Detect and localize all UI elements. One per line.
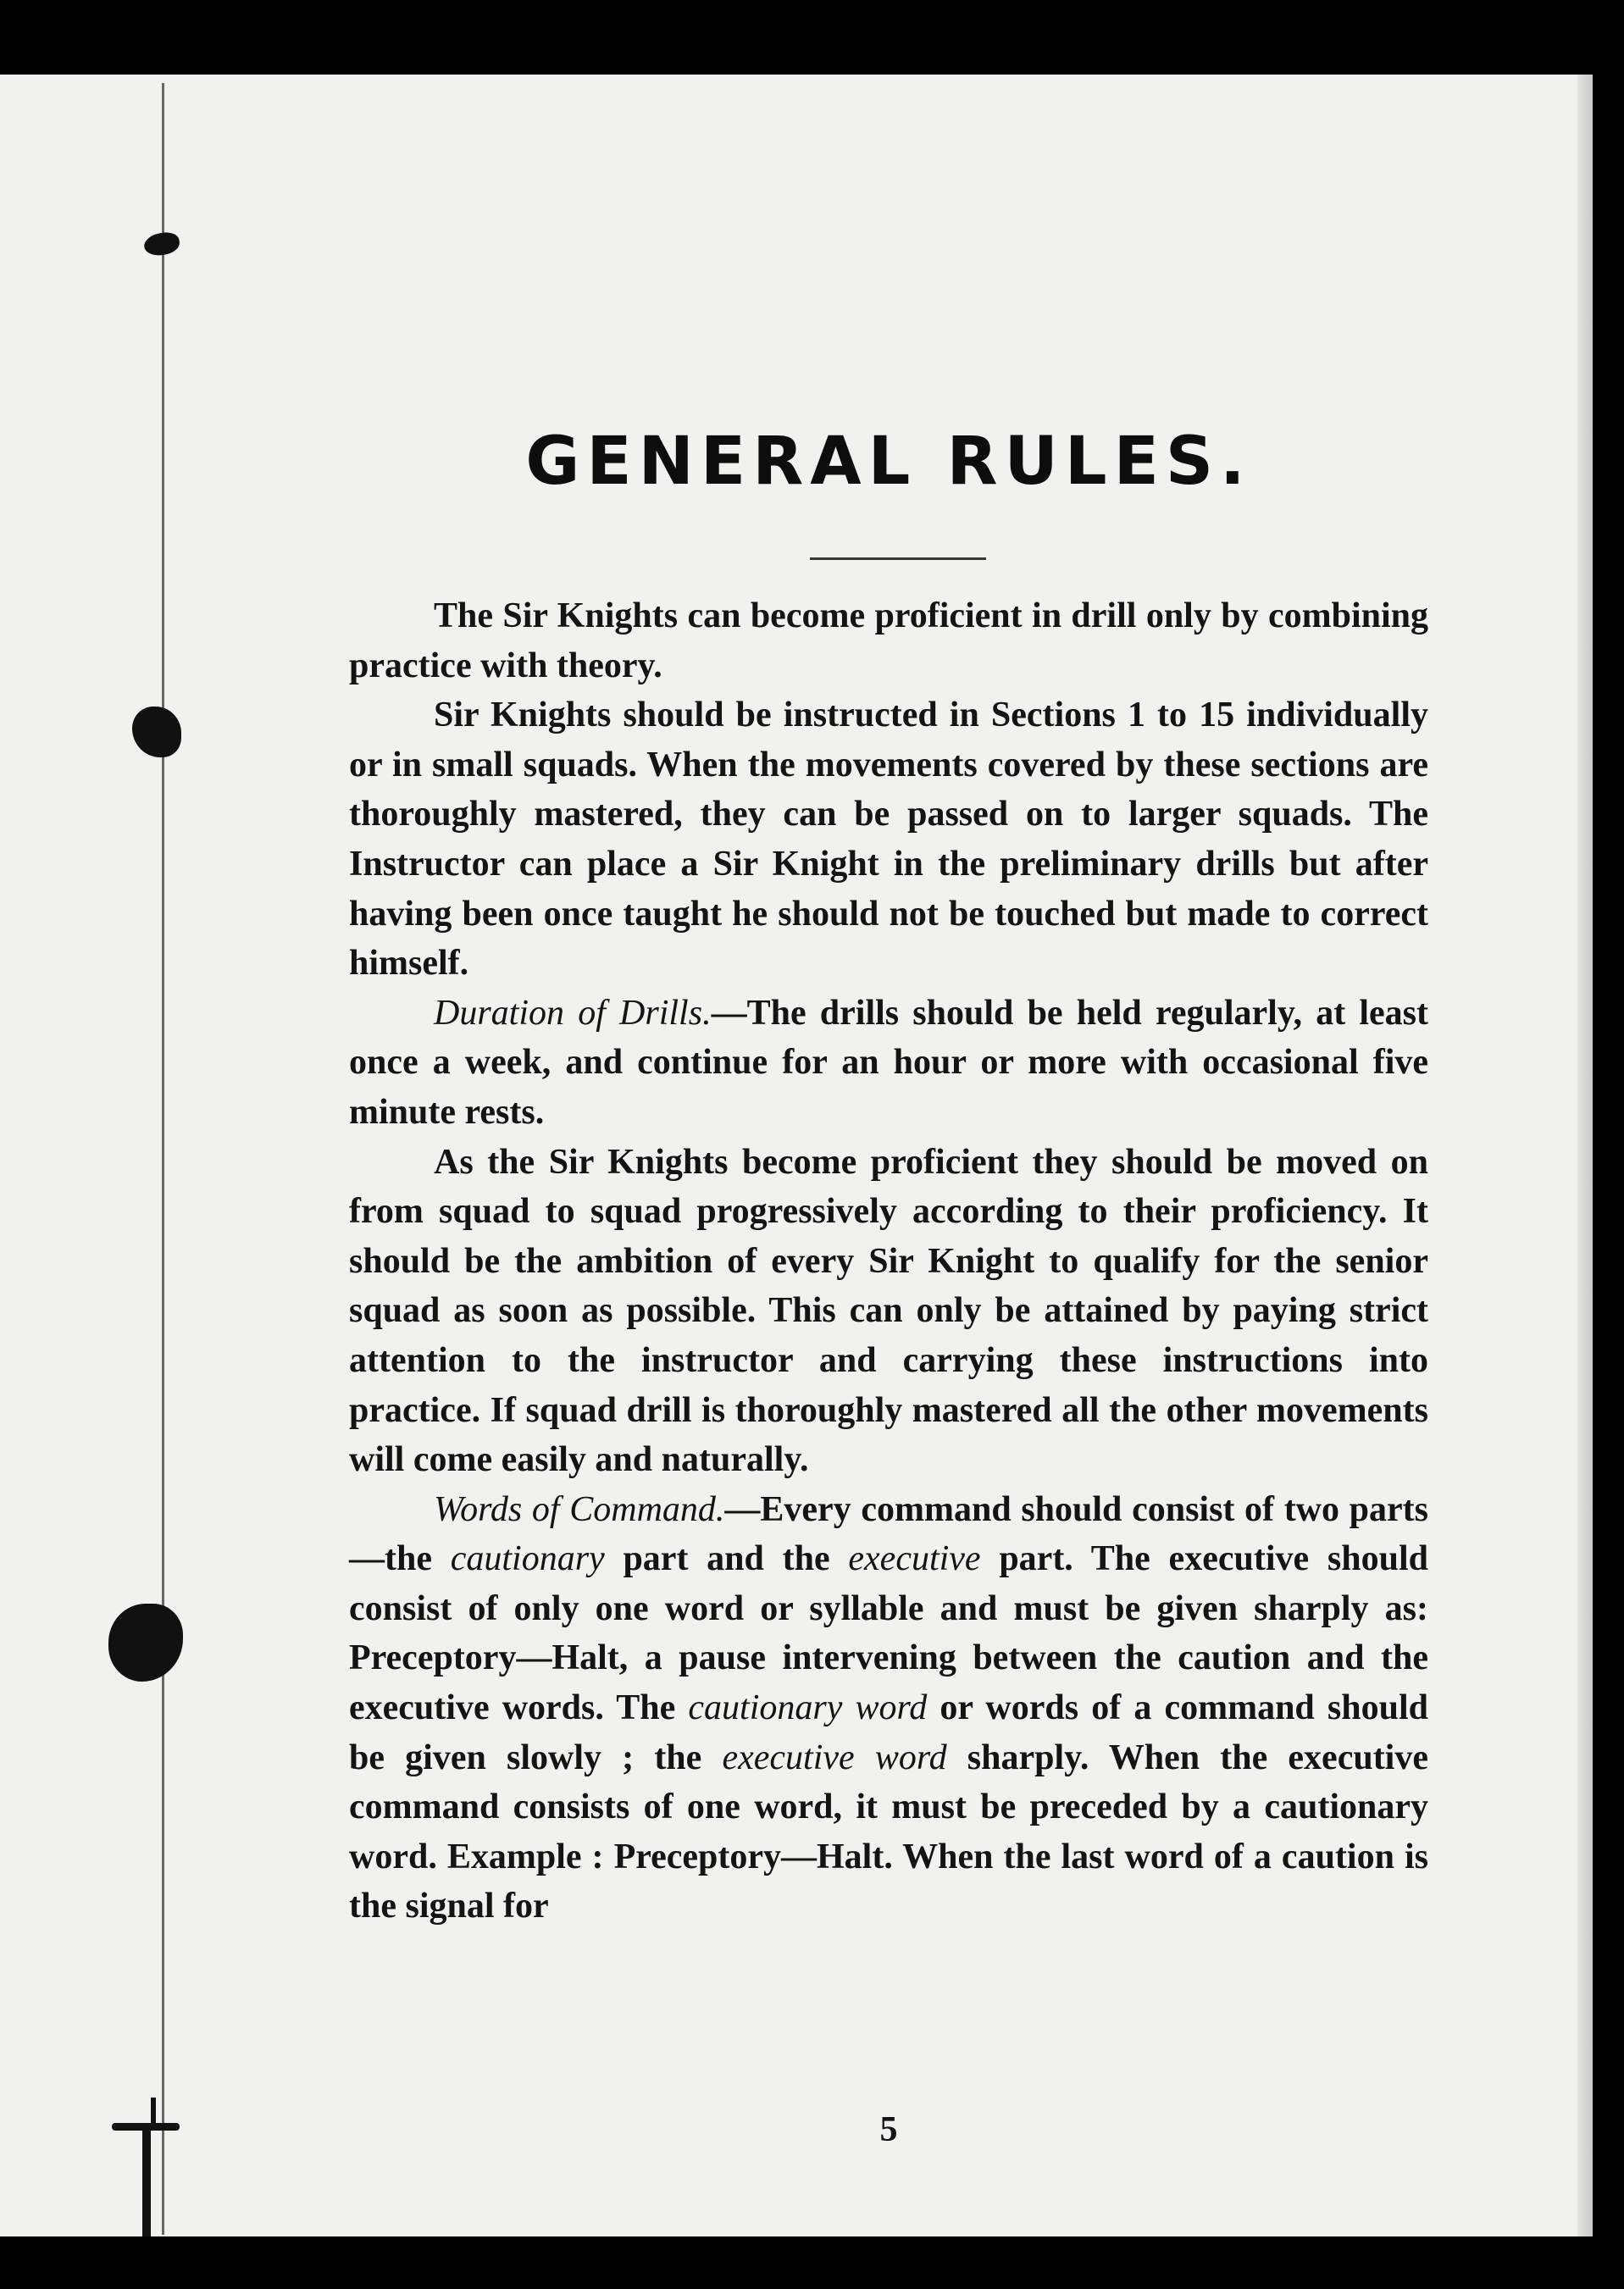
paragraph-text: The Sir Knights can become proficient in drill only by combining practice with theory.	[349, 596, 1428, 685]
paragraph-5	[349, 1485, 1428, 1932]
binding-mark-stem	[142, 2128, 151, 2236]
book-page	[0, 75, 1593, 2236]
paragraph-text: part. The executive should consist of only one word or syllable and must be given sharply as: Preceptory—Halt, a pause intervening between the caution and the executive words. The	[349, 1539, 1428, 1728]
body-text	[349, 591, 1428, 1932]
paragraph-1	[349, 591, 1428, 690]
ink-blot	[132, 707, 181, 757]
paragraph-text: part and the	[604, 1539, 849, 1579]
ink-blot	[142, 230, 180, 258]
ink-blot	[108, 1604, 183, 1682]
binding-mark-spike	[151, 2098, 156, 2126]
italic-term: cautionary word	[688, 1688, 928, 1728]
paragraph-heading: Duration of Drills.	[434, 993, 712, 1033]
paragraph-text: Sir Knights should be instructed in Sections 1 to 15 individually or in small squads. When the movements covered by these sections are thoroughly mastered, they can be passed on to larger squads. The Instructor can place a Sir Knight in the preliminary drills but after having been once taught he should not be touched but made to correct himself.	[349, 696, 1428, 984]
title-rule	[810, 557, 986, 560]
page-number: 5	[879, 2110, 898, 2149]
paragraph-text: As the Sir Knights become proficient they should be moved on from squad to squad progressively according to their proficiency. It should be the ambition of every Sir Knight to qualify for the senior squad as soon as possible. This can only be attained by paying strict attention to the instructor and carrying these instructions into practice. If squad drill is thoroughly mastered all the other movements will come easily and naturally.	[349, 1142, 1428, 1480]
paragraph-text: sharply. When the executive command consists of one word, it must be preceded by a cautionary word. Example : Preceptory—Halt. When the last word of a caution is the signal for	[349, 1738, 1428, 1926]
italic-term: executive	[848, 1539, 981, 1579]
italic-term: executive word	[722, 1738, 947, 1777]
paragraph-4	[349, 1138, 1428, 1485]
paragraph-3	[349, 989, 1428, 1138]
page-edge-shadow	[1577, 75, 1593, 2236]
page-title: GENERAL RULES.	[525, 424, 1252, 500]
paragraph-text: —The drills should be held regularly, at least once a week, and continue for an hour or more with occasional five minute rests.	[349, 993, 1428, 1132]
binding-line	[162, 83, 164, 2235]
italic-term: cautionary	[450, 1539, 605, 1579]
paragraph-text: or words of a command should be given slowly ; the	[349, 1688, 1428, 1777]
paragraph-text: —Every command should consist of two parts—the	[349, 1489, 1428, 1579]
paragraph-2	[349, 690, 1428, 989]
paragraph-heading: Words of Command.	[434, 1489, 725, 1529]
